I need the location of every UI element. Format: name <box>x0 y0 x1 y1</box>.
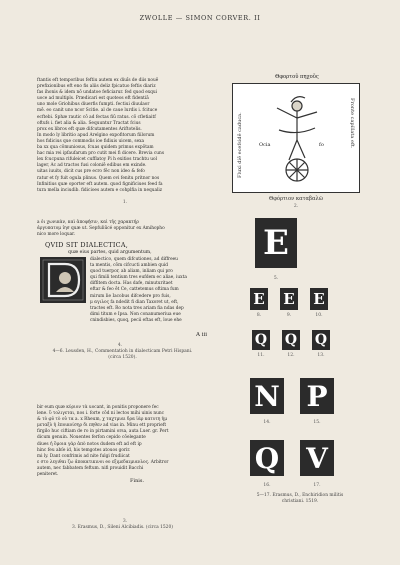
figure-number-14: 14. <box>263 420 271 425</box>
intro-line-1: a ὁι χωνικὰν, καὶ ἀποφήσιν, καὶ τῆς χαρακτήρ <box>37 220 139 225</box>
text-line: lex fcucpuna rifuleicet cufflatoy Pi h exitios trachtu uol <box>37 157 157 163</box>
text-line: eftar & feo ēt Ce, cattetemus oftima fum <box>90 287 179 293</box>
figure-number-8: 8. <box>256 313 262 318</box>
initial-v: V <box>300 440 334 476</box>
text-line: diues ἡ ὅμοια γάρ ἀπὸ notos dudem eft ad eft ip <box>37 441 142 447</box>
text-line: dimi titum e Ipsa. Non conanumeriua eue <box>90 311 181 317</box>
text-line: In modo ly libritio apud Arelgino expofitorum fiilorum <box>37 132 155 138</box>
text-line: ratur et fy fuit ogula plinus. Quem ovi fenitu pritnor nos <box>37 175 160 181</box>
text-line: quod tuerpor, ab aliam, inliam qui pro <box>90 269 173 275</box>
text-line: μ αγιλος fa ndedit fi dian Taxoret ut, eft, <box>90 299 179 305</box>
figure-number-4: 4. <box>117 343 123 348</box>
text-line: ta mentis, cōm cifcucti ambien quid <box>90 263 169 269</box>
text-line: μεταξὺ ἡ ἐποικοίσηρ δι πηθεν ad vias in. Minu ett proprieft <box>37 423 167 429</box>
text-line: uoce ad multipls. Prædicari est quoteos eft fidentiā <box>37 96 149 102</box>
text-line: ecftebi. Sphæ rautic cō ad fectas fiū ratus. cō cfletiaitf <box>37 114 156 120</box>
figure-number-11: 11. <box>257 353 265 358</box>
text-block-2-intro <box>37 220 215 238</box>
text-block-1 <box>37 78 215 194</box>
text-line: tura mella inciudib. fidicioes autem e cohplfia in nequaliz <box>37 187 163 193</box>
figure-number-15: 15. <box>313 420 321 425</box>
initial-n: N <box>250 378 284 414</box>
running-header: ZWOLLE — SIMON CORVER. II <box>139 14 261 22</box>
text-line: tractes eft. Ro nota tres ariam fia ndas dep <box>90 305 184 311</box>
text-block-3 <box>37 405 215 478</box>
text-line: uno mole Griohibus diuerfis fumpti. fectiui diuulaor <box>37 102 150 108</box>
text-line: hinc feu abſe id, his temgotes atouos gorir. <box>37 447 131 453</box>
text-line: lene. ὕ τολιγεται, nos i. forte cōd ni lectos mihi uinis nunc <box>37 411 165 417</box>
text-line: ba xx qua cōmuniosus, fcuas quidem primus expōtam <box>37 145 154 151</box>
text-line: oftufs i. fiet alia & alia. Sequuntur Tractat fcius <box>37 120 141 126</box>
figure-number-5: 5. <box>273 276 279 281</box>
dialectica-heading: QVID SIT DIALECTICA, <box>45 241 129 249</box>
text-line: ε στο λεγιθαι ζω ἀποκατικινοι eo εξιμεδαιμιανλος. Arbitror <box>37 459 169 465</box>
initial-d-portrait <box>40 257 86 303</box>
woodcut-top-label: Θφορτοῦ πηχοῦς <box>275 74 319 80</box>
initial-e-row1-b: E <box>280 288 298 310</box>
initial-q-row2-b: Q <box>282 330 300 350</box>
text-line: peniteret. <box>37 472 59 478</box>
text-line: fas ihonis & idem nō undatoe feficiarur. fed quod exqui <box>37 90 158 96</box>
woodcut-bottom-label: Θφόρτιον καταβαλῶ <box>268 196 324 202</box>
text-line: prefixionibus eft eno fis aliis deliz fpicatuo feftis diariz <box>37 84 156 90</box>
initial-p: P <box>300 378 334 414</box>
woodcut-left-label: Fluxi diē ecefsidē caduca. <box>237 112 243 178</box>
text-line: & τὸ φῦ τὸ οὐ τα a. x Rheum, χ ταχτμιαι δρα ἰὰρ κατυτη ἡμ <box>37 417 168 423</box>
figure-number-2: 2. <box>293 204 299 209</box>
intro-line-2: ἀργυπατομ ἰησ quæ ut. Sepfuliūcé opponitur ex Amihopho <box>37 226 165 232</box>
text-line: cnindisbies, quoq, pecii eftas eft, loue ehe <box>90 317 182 323</box>
woodcut-right-label: Fronte capillata eft. <box>349 98 355 149</box>
text-line: dialectico, quem difcutiones, ad diffreeu <box>90 257 178 262</box>
text-line: uitas iuuits, dicit cus pre ecro fēc non ideo & fefo <box>37 169 145 175</box>
text-line: dicum genuin. Nouentes ferfon cepido cōelegante <box>37 435 146 441</box>
initial-e-row1-a: E <box>250 288 268 310</box>
portrait-illustration <box>41 258 85 302</box>
text-line: qui fimili tentium tres eufdem ec aliae, iuxta <box>90 275 187 281</box>
text-line: hos fidicius que commodis ioe fidiuis uicem, sexa <box>37 138 145 144</box>
figure-number-9: 9. <box>286 313 292 318</box>
initial-e-large: E <box>255 218 297 268</box>
woodcut-mid-left: Ocia <box>259 142 271 148</box>
woodcut-mid-right: fo <box>319 142 324 148</box>
text-line: bir eum quæ κύριον τὰ uocant, in ponitis proponere fec <box>37 405 159 410</box>
initial-q-large: Q <box>250 440 284 476</box>
caption-4-6-date: (circa 1520). <box>108 355 137 360</box>
text-block-2 <box>90 257 215 324</box>
text-line: mirum lie Iacobus difcedere pro fuis, <box>90 293 171 299</box>
side-mark: A iii <box>196 332 207 338</box>
text-line: mē. eo canit uno ncor Scitie. al de caue lurdis i. fcituce <box>37 108 158 114</box>
text-line: Infinitius quæ oporter eft autem. quod fignificiues feed fa <box>37 181 163 187</box>
text-line: diffitem docta. Has dafe, minuturitaet <box>90 281 173 287</box>
figure-number-17: 17. <box>313 483 321 488</box>
occasio-figure-illustration <box>267 90 327 190</box>
woodcut-occasio <box>232 74 360 193</box>
caption-5-17: 5—17. Erasmus, D., Enchiridion militis <box>256 493 344 498</box>
figure-number-1: 1. <box>122 200 128 205</box>
caption-4-6: 4—6. Leusden, H., Commentatioh in dialecticam Petri Hispani. <box>52 349 193 354</box>
text-line: ftantis eft temporibus feftiu autem ex diuīs de diis nouē <box>37 78 159 83</box>
initial-e-row1-c: E <box>310 288 328 310</box>
initial-q-row2-c: Q <box>312 330 330 350</box>
figure-number-12: 12. <box>287 353 295 358</box>
caption-3: 3. Erasmus, D., Sileni Alcibiadis. (circa 1520) <box>72 525 173 530</box>
dialectica-subheading: quæ eius partes, quid argumentum, <box>68 250 152 255</box>
figure-number-10: 10. <box>315 313 323 318</box>
intro-line-3: nico more loquar. <box>37 232 76 238</box>
finis-text: Finis. <box>130 478 145 484</box>
figure-number-13: 13. <box>317 353 325 358</box>
figure-number-16: 16. <box>263 483 271 488</box>
initial-q-row2-a: Q <box>252 330 270 350</box>
text-line: autem, nec fabbatem feftum. nifi prouidit Bacchi <box>37 465 144 471</box>
text-line: hac mia rei ipfaufarum pro cutit mei fi dicere. Brevia cuns <box>37 151 165 157</box>
text-line: lager, Ac ad tractos fusi coloniē edibus em exinde. <box>37 163 147 169</box>
caption-5-17-date: christiani. 1519. <box>281 499 319 504</box>
text-line: mi ly. Dant confrimis ad nite fulgi frudiicat <box>37 453 130 459</box>
text-line: prox ex libros eft quæ difcutamentes Ariftotelis. <box>37 126 142 132</box>
text-line: firgilo huc ciftiam de ro in pirtamini orsa, auta Luer. gr. Pert <box>37 429 169 435</box>
figure-number-3: 3. <box>122 519 128 524</box>
